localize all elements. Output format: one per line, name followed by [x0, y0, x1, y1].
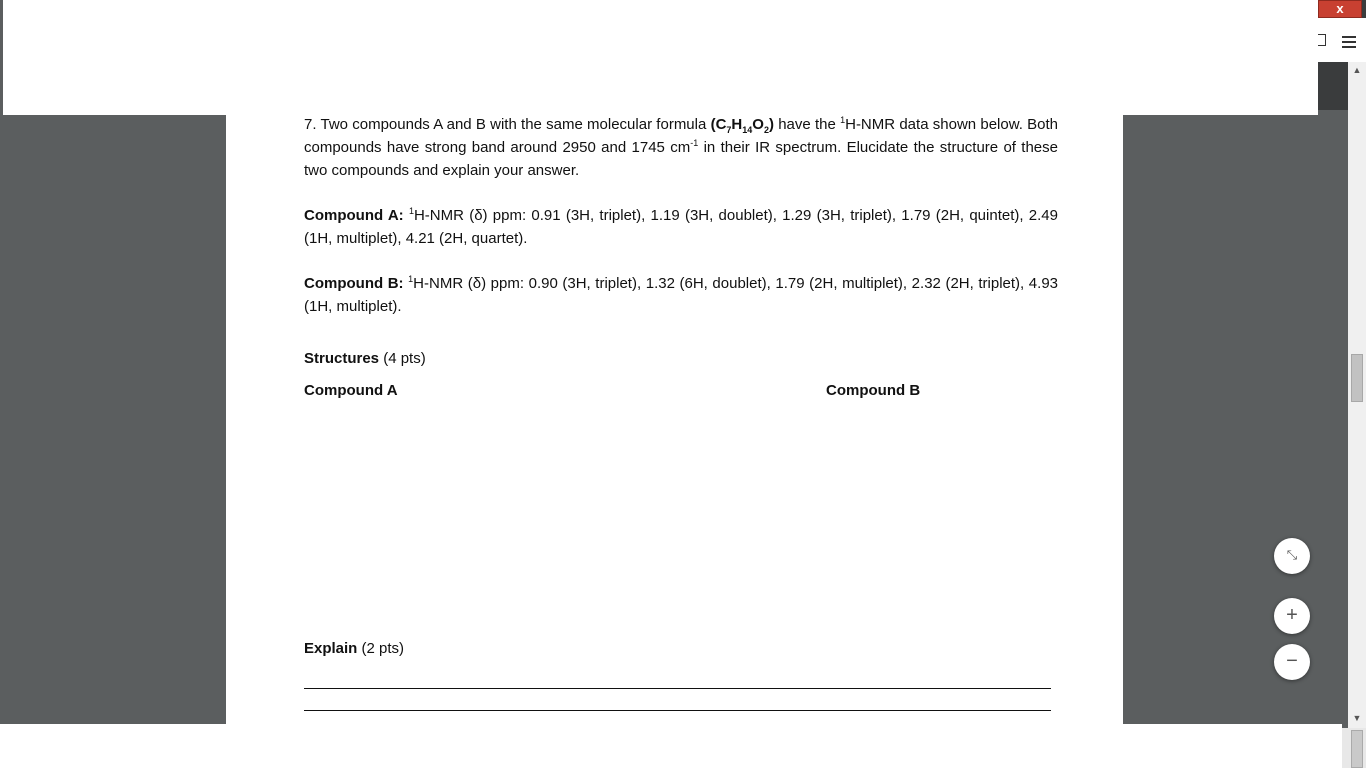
zoom-out-icon[interactable]: − — [1274, 644, 1310, 680]
structure-col-a-label: Compound A — [304, 382, 398, 399]
restore-window-icon[interactable] — [1318, 34, 1326, 46]
compound-a-label: Compound A: — [304, 207, 404, 224]
question-paragraph: 7. Two compounds A and B with the same molecular formula $(C_7H_{14}O_2)$ have the $^1$H-NMR data shown below. Both compounds have strong band around 2950 and 1745 $cm^{-1}$ in their IR spectrum. Elucidate the structure of these two compounds and explain your answer. — [304, 115, 1058, 179]
question-text: Two compounds A and B with the same molecular formula — [320, 116, 707, 133]
bottom-scrollbar-thumb[interactable] — [1351, 730, 1363, 768]
compound-b-nmr-data: H-NMR (δ) ppm: 0.90 (3H, triplet), 1.32 (6H, doublet), 1.79 (2H, multiplet), 2.32 (2H, triplet), 4.93 (1H, multiplet). — [304, 275, 1059, 315]
compound-b-paragraph: Compound B: $^1$H-NMR (δ) ppm: 0.90 (3H, triplet), 1.32 (6H, doublet), 1.79 (2H, multiplet), 2.32 (2H, triplet), 4.93 (1H, multiplet). — [304, 274, 1059, 315]
scroll-up-arrow-icon[interactable]: ▲ — [1352, 65, 1362, 75]
compound-b-label: Compound B: — [304, 275, 404, 292]
close-window-button[interactable] — [1318, 0, 1362, 18]
blank-overlay-panel — [3, 0, 1318, 115]
answer-line — [304, 710, 1051, 711]
question-number: 7. — [304, 116, 317, 133]
compound-a-paragraph: Compound A: $^1$H-NMR (δ) ppm: 0.91 (3H, triplet), 1.19 (3H, doublet), 1.29 (3H, triplet), 1.79 (2H, quintet), 2.49 (1H, multiplet), 4.21 (2H, quartet). — [304, 206, 1058, 247]
compound-a-nmr-data: H-NMR (δ) ppm: 0.91 (3H, triplet), 1.19 (3H, doublet), 1.29 (3H, triplet), 1.79 (2H, quintet), 2.49 (1H, multiplet), 4.21 (2H, quartet). — [304, 207, 1058, 247]
menu-icon[interactable] — [1342, 36, 1356, 48]
close-icon[interactable]: x — [1336, 1, 1344, 16]
structure-col-b-label: Compound B — [826, 382, 921, 399]
fit-page-icon[interactable]: ⤡ — [1274, 538, 1310, 574]
molecular-formula: $(C_7H_{14}O_2)$ — [710, 116, 774, 135]
scroll-down-arrow-icon[interactable]: ▼ — [1352, 713, 1362, 723]
answer-line — [304, 688, 1051, 689]
bottom-blank-strip — [0, 724, 1342, 768]
scrollbar-thumb[interactable] — [1351, 354, 1363, 402]
zoom-in-icon[interactable]: + — [1274, 598, 1310, 634]
structures-heading: Structures (4 pts) — [304, 350, 426, 367]
explain-heading: Explain (2 pts) — [304, 640, 405, 657]
